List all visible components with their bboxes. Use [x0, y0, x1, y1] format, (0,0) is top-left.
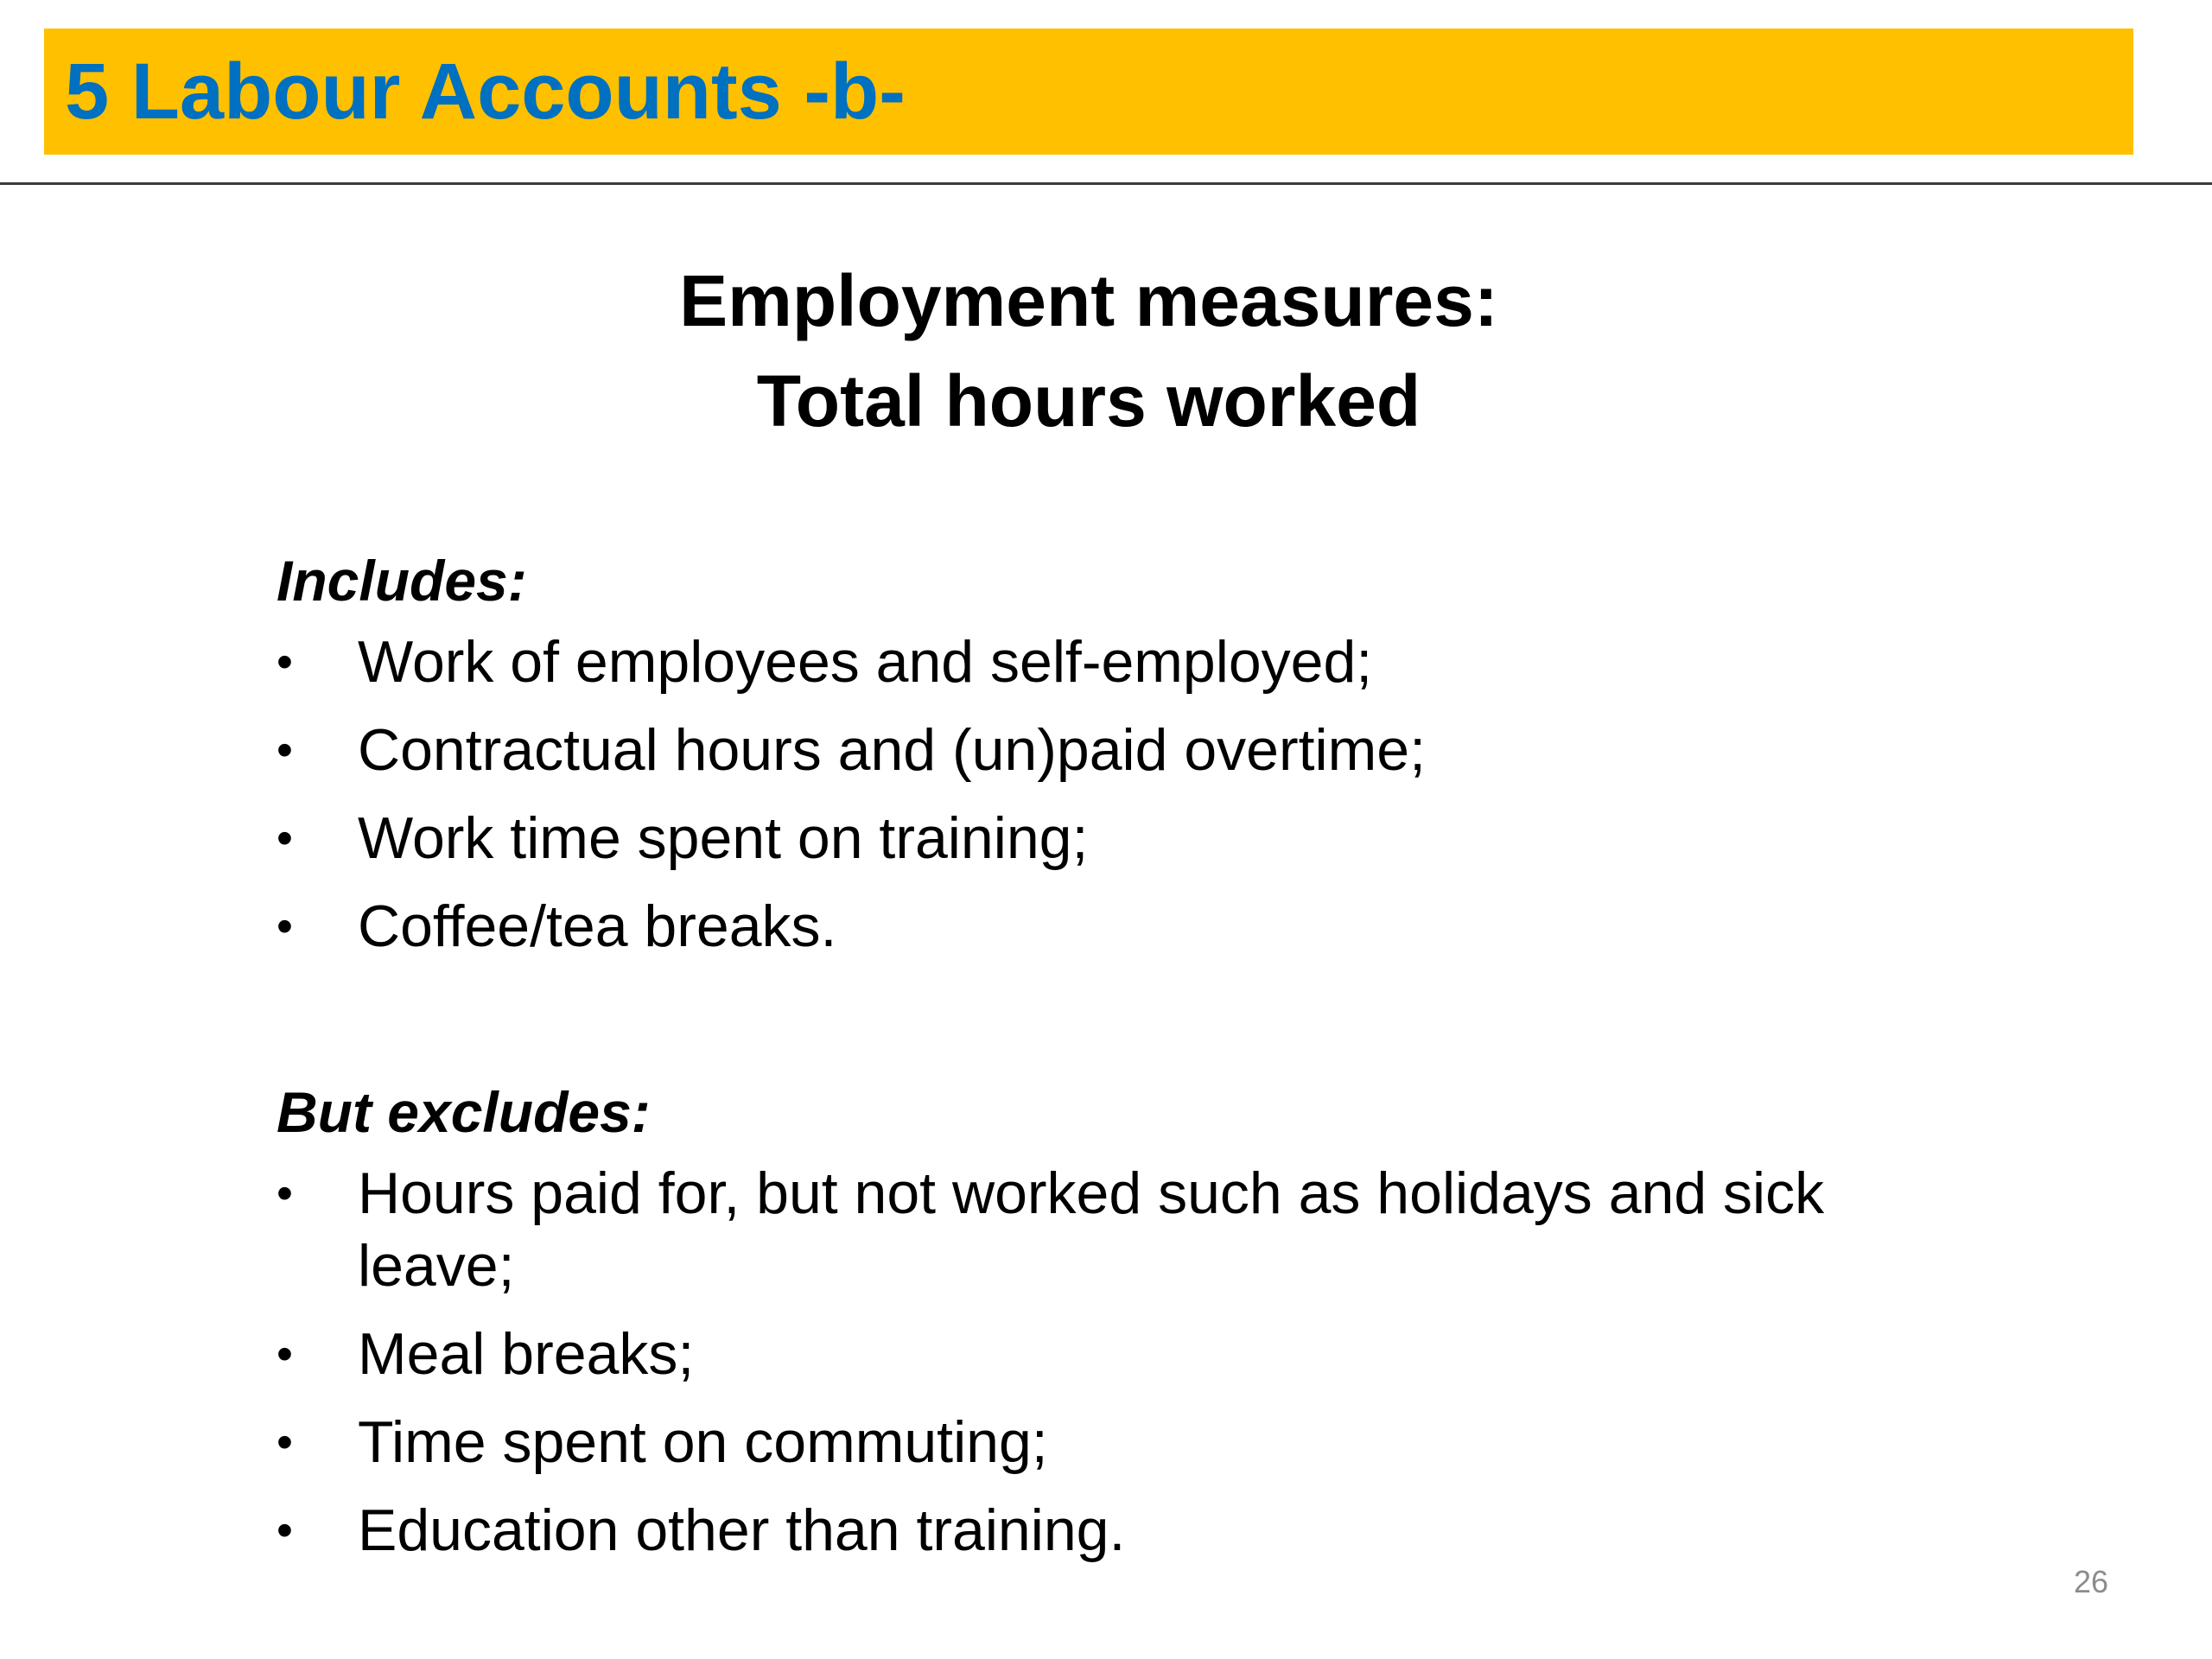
excludes-label: But excludes:: [276, 1080, 651, 1144]
includes-item-text: Coffee/tea breaks.: [358, 893, 837, 959]
excludes-item-text: Time spent on commuting;: [358, 1409, 1048, 1475]
includes-item: [276, 626, 1987, 698]
includes-list: [276, 626, 1987, 963]
excludes-section: [276, 1076, 1987, 1582]
heading-line-2: Total hours worked: [756, 360, 1421, 442]
bullet-icon: •: [276, 900, 293, 952]
includes-section: [276, 544, 1987, 978]
page-number: 26: [2073, 1564, 2108, 1599]
excludes-item-text: Hours paid for, but not worked such as holidays and sick leave;: [358, 1160, 1825, 1299]
excludes-list: [276, 1157, 1987, 1567]
slide-heading: [0, 251, 2177, 451]
includes-item: [276, 890, 1987, 963]
title-banner: [44, 29, 2133, 155]
excludes-item: [276, 1318, 1987, 1390]
excludes-item-text: Meal breaks;: [358, 1321, 695, 1387]
header-divider: [0, 182, 2212, 185]
slide-title: 5 Labour Accounts -b-: [65, 48, 906, 136]
bullet-icon: •: [276, 1167, 293, 1219]
excludes-item: [276, 1406, 1987, 1478]
includes-item-text: Work time spent on training;: [358, 805, 1089, 871]
bullet-icon: •: [276, 1328, 293, 1380]
bullet-icon: •: [276, 636, 293, 688]
heading-line-1: Employment measures:: [679, 260, 1498, 341]
bullet-icon: •: [276, 1504, 293, 1556]
includes-label: Includes:: [276, 549, 527, 613]
includes-item-text: Contractual hours and (un)paid overtime;: [358, 717, 1426, 783]
bullet-icon: •: [276, 724, 293, 776]
excludes-item: [276, 1494, 1987, 1567]
includes-item: [276, 802, 1987, 874]
includes-item: [276, 714, 1987, 786]
excludes-item-text: Education other than training.: [358, 1497, 1126, 1563]
bullet-icon: •: [276, 1416, 293, 1468]
bullet-icon: •: [276, 812, 293, 864]
excludes-item: [276, 1157, 1987, 1302]
includes-item-text: Work of employees and self-employed;: [358, 629, 1373, 695]
